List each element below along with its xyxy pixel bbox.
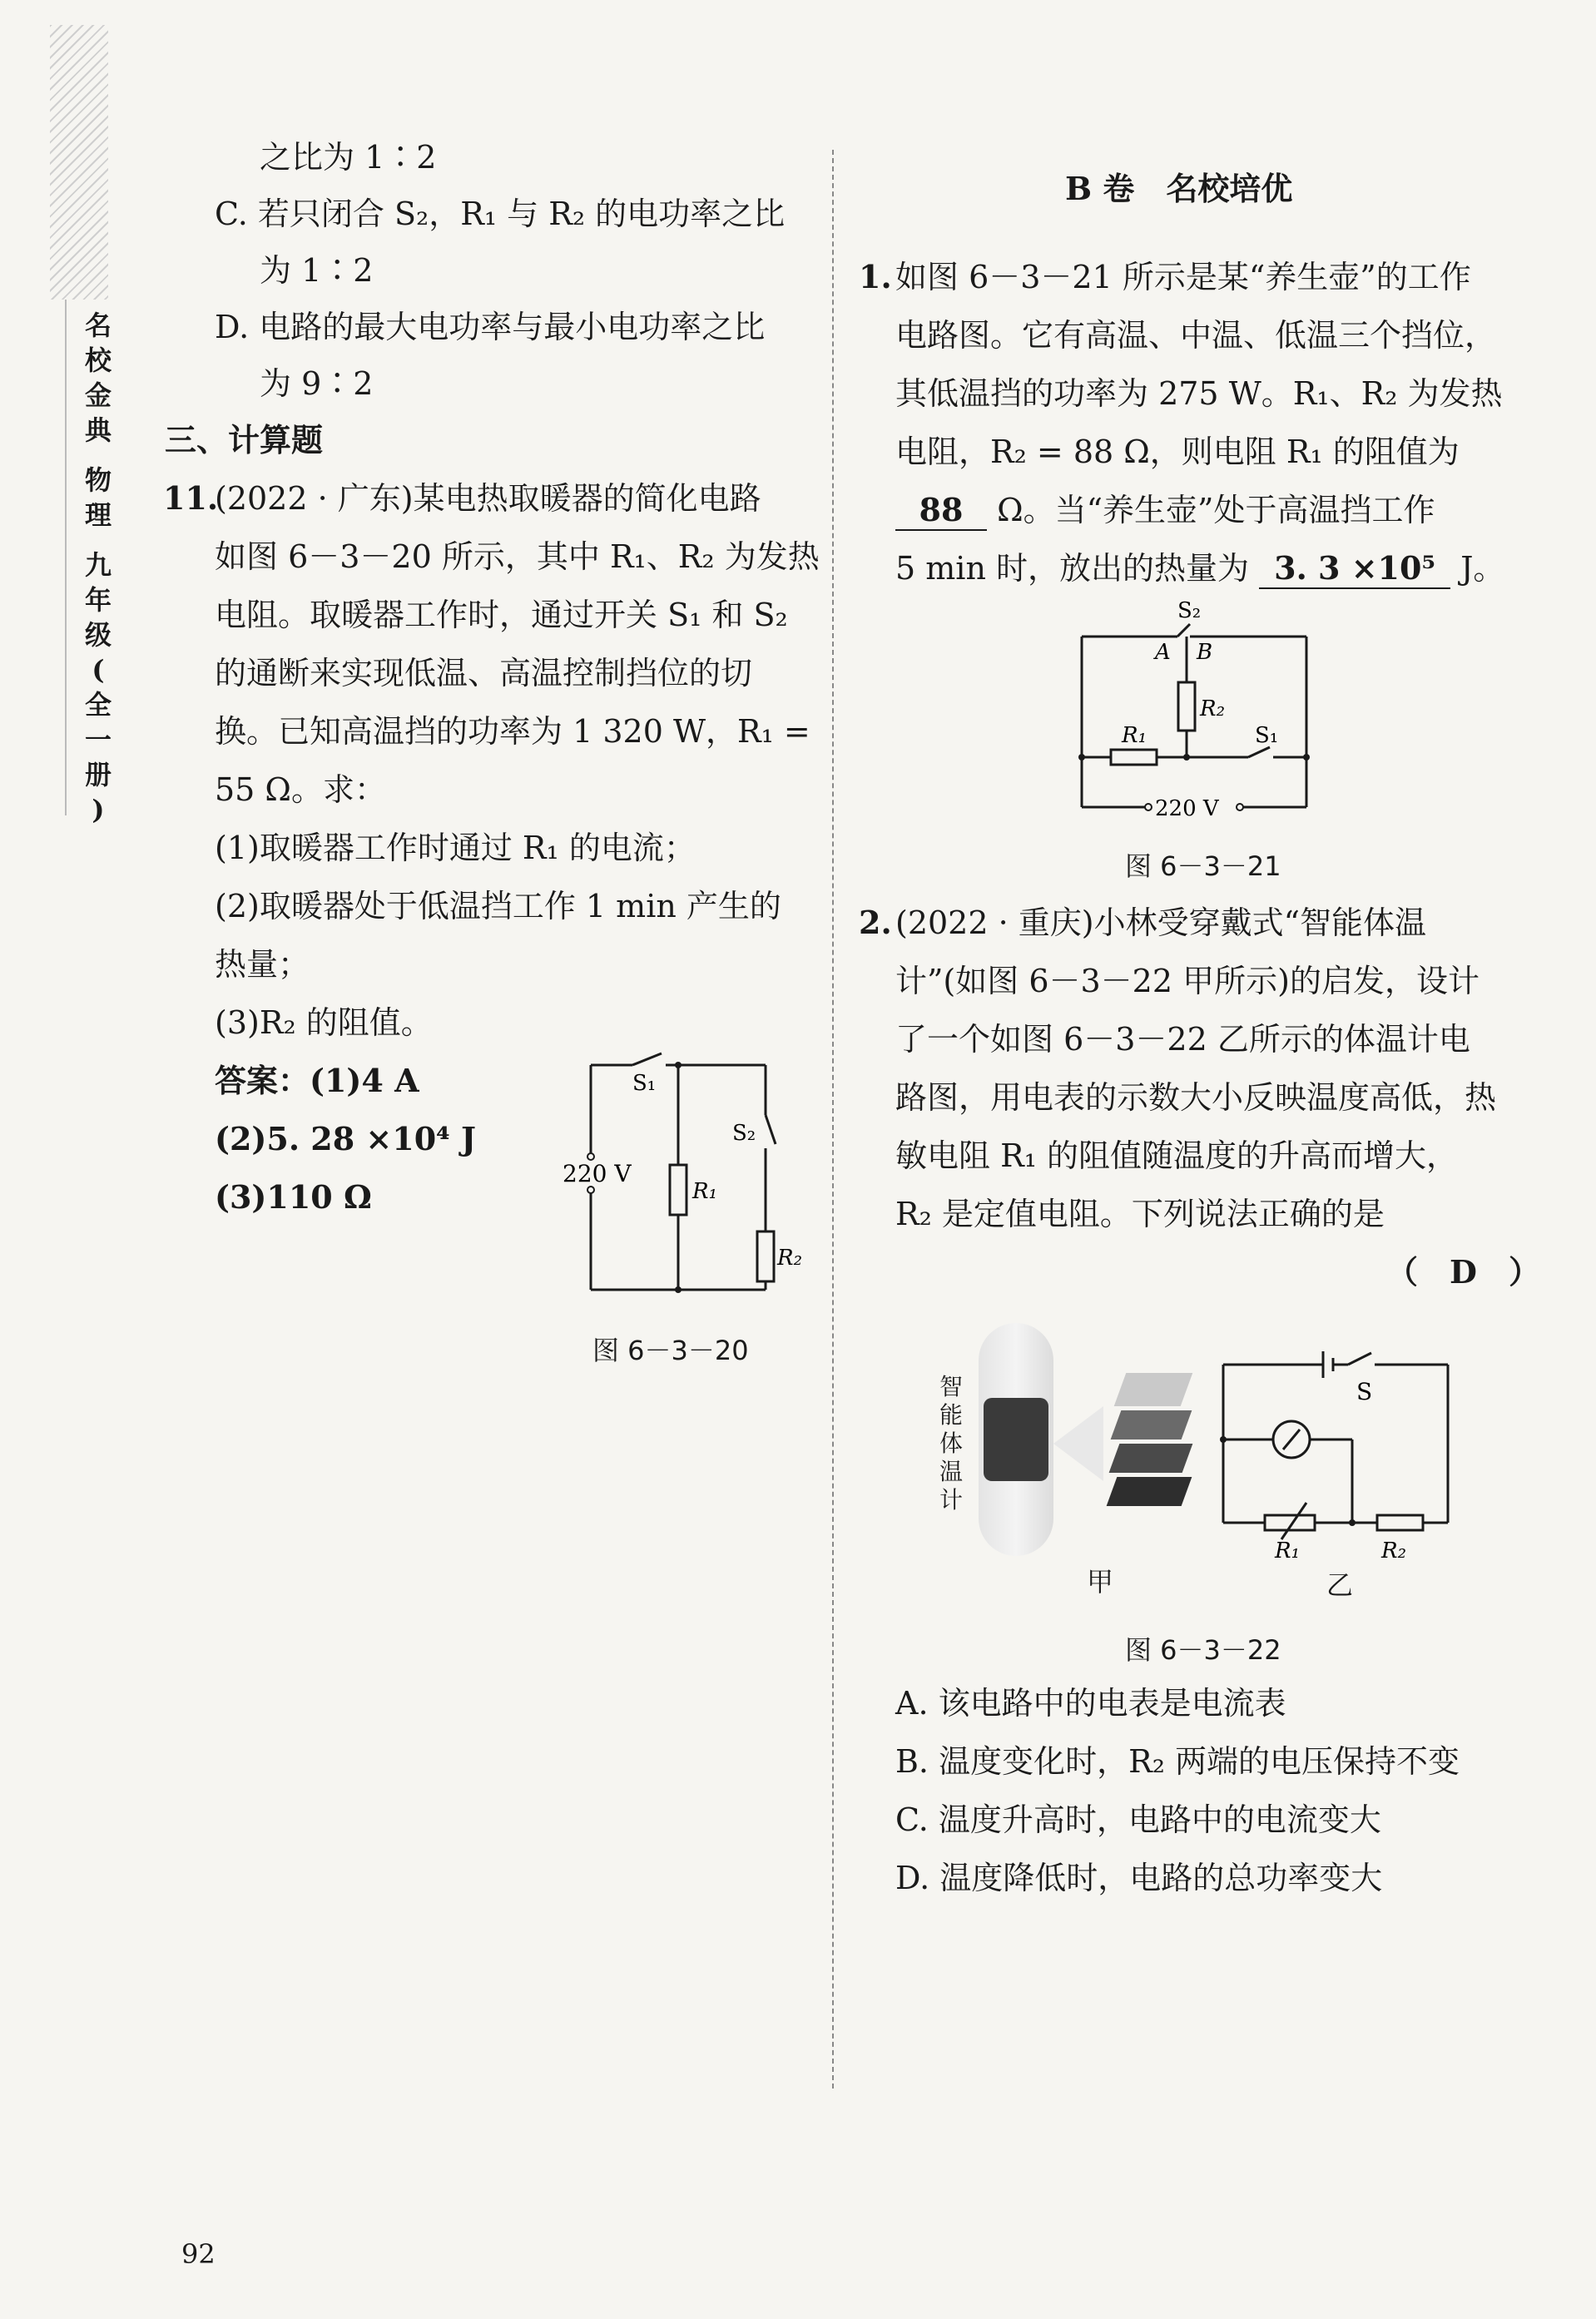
- projection-cone: [1053, 1406, 1103, 1481]
- option-b: B. 温度变化时，R₂ 两端的电压保持不变: [895, 1743, 1460, 1780]
- question-text: 电阻，R₂ = 88 Ω，则电阻 R₁ 的阻值为: [895, 434, 1460, 470]
- circuit-diagram-6-3-21: [1073, 599, 1323, 824]
- sub-question: (1)取暖器工作时通过 R₁ 的电流；: [215, 830, 696, 866]
- label-s2: S₂: [1177, 599, 1202, 623]
- question-text: 88 Ω。当“养生壶”处于高温挡工作: [895, 491, 1435, 531]
- question-text: 如图 6－3－21 所示是某“养生壶”的工作: [895, 259, 1471, 295]
- column-divider: [832, 150, 834, 2089]
- question-text: 换。已知高温挡的功率为 1 320 W，R₁ =: [215, 713, 810, 750]
- circuit-diagram-6-3-22: [1215, 1340, 1465, 1564]
- sensor-module: [984, 1398, 1048, 1481]
- label-b: B: [1197, 640, 1213, 665]
- label-r2: R₂: [777, 1246, 802, 1271]
- option-c-line: C. 若只闭合 S₂，R₁ 与 R₂ 的电功率之比: [215, 196, 786, 232]
- subfigure-label-b: 乙: [1326, 1569, 1354, 1601]
- page-number: 92: [181, 2238, 216, 2270]
- label-s1: S₁: [1255, 723, 1279, 748]
- question-text: R₂ 是定值电阻。下列说法正确的是: [895, 1196, 1385, 1232]
- question-text: 5 min 时，放出的热量为 3. 3 ×10⁵ J。: [895, 549, 1504, 589]
- label-voltage: 220 V: [1155, 796, 1219, 821]
- figure-caption: 图 6－3－21: [1125, 850, 1281, 882]
- question-number: 11.: [163, 479, 219, 517]
- answer-line: 答案：(1)4 A: [215, 1062, 419, 1099]
- question-text: 了一个如图 6－3－22 乙所示的体温计电: [895, 1021, 1470, 1058]
- option-d-line: D. 电路的最大电功率与最小电功率之比: [215, 309, 766, 345]
- book-title-vertical: 名 校 金 典 物 理 九 年 级 ( 全 一 册 ): [84, 310, 112, 825]
- figure-caption: 图 6－3－22: [1125, 1634, 1281, 1666]
- question-text: 其低温挡的功率为 275 W。R₁、R₂ 为发热: [895, 375, 1503, 412]
- question-text: 电路图。它有高温、中温、低温三个挡位，: [895, 317, 1497, 354]
- subfigure-label-a: 甲: [1087, 1566, 1114, 1598]
- margin-rule: [65, 300, 67, 815]
- answer-bracket: （ D ）: [1386, 1253, 1540, 1291]
- label-s: S: [1356, 1378, 1373, 1405]
- question-text: 路图，用电表的示数大小反映温度高低，热: [895, 1079, 1497, 1116]
- label-a: A: [1155, 640, 1171, 665]
- option-d-line: 为 9∶2: [260, 365, 374, 402]
- sub-question: (2)取暖器处于低温挡工作 1 min 产生的: [215, 888, 781, 924]
- smart-thermometer-illustration: [937, 1315, 1228, 1564]
- section-title: B 卷 名校培优: [1065, 170, 1293, 207]
- question-text: 的通断来实现低温、高温控制挡位的切: [215, 655, 753, 691]
- answer-line: (3)110 Ω: [215, 1178, 372, 1216]
- label-r2: R₂: [1200, 696, 1225, 721]
- question-number: 2.: [859, 904, 892, 941]
- figure-caption: 图 6－3－20: [592, 1335, 749, 1366]
- question-text: (2022 · 广东)某电热取暖器的简化电路: [215, 480, 761, 517]
- label-s2: S₂: [732, 1121, 756, 1146]
- sub-question: 热量；: [215, 946, 310, 983]
- sub-question: (3)R₂ 的阻值。: [215, 1004, 433, 1041]
- label-r1: R₁: [1275, 1539, 1300, 1563]
- label-r1: R₁: [1122, 723, 1147, 748]
- label-r1: R₁: [692, 1179, 717, 1204]
- question-number: 1.: [859, 258, 892, 295]
- option-a: A. 该电路中的电表是电流表: [895, 1685, 1286, 1722]
- answer-blank-r1: 88: [895, 491, 987, 531]
- label-r2: R₂: [1381, 1539, 1406, 1563]
- question-text: (2022 · 重庆)小林受穿戴式“智能体温: [895, 904, 1427, 941]
- option-d: D. 温度降低时，电路的总功率变大: [895, 1860, 1383, 1896]
- layer-stack: [1108, 1373, 1199, 1514]
- answer-blank-heat: 3. 3 ×10⁵: [1259, 549, 1450, 589]
- question-text: 55 Ω。求：: [215, 771, 386, 808]
- option-c-line: 为 1∶2: [260, 252, 374, 289]
- label-voltage: 220 V: [563, 1160, 632, 1187]
- option-c: C. 温度升高时，电路中的电流变大: [895, 1801, 1381, 1838]
- circuit-diagram-6-3-20: [549, 1048, 815, 1323]
- label-s1: S₁: [632, 1071, 657, 1096]
- margin-hatch-decoration: [50, 25, 108, 300]
- answer-line: (2)5. 28 ×10⁴ J: [215, 1120, 476, 1157]
- question-text: 如图 6－3－20 所示，其中 R₁、R₂ 为发热: [215, 538, 820, 575]
- question-text: 计”(如图 6－3－22 甲所示)的启发，设计: [895, 963, 1480, 999]
- option-line: 之比为 1∶2: [260, 139, 437, 176]
- section-title: 三、计算题: [165, 421, 324, 458]
- question-text: 敏电阻 R₁ 的阻值随温度的升高而增大，: [895, 1137, 1459, 1174]
- question-text: 电阻。取暖器工作时，通过开关 S₁ 和 S₂: [215, 597, 788, 633]
- device-label: 智能体温计: [939, 1373, 963, 1514]
